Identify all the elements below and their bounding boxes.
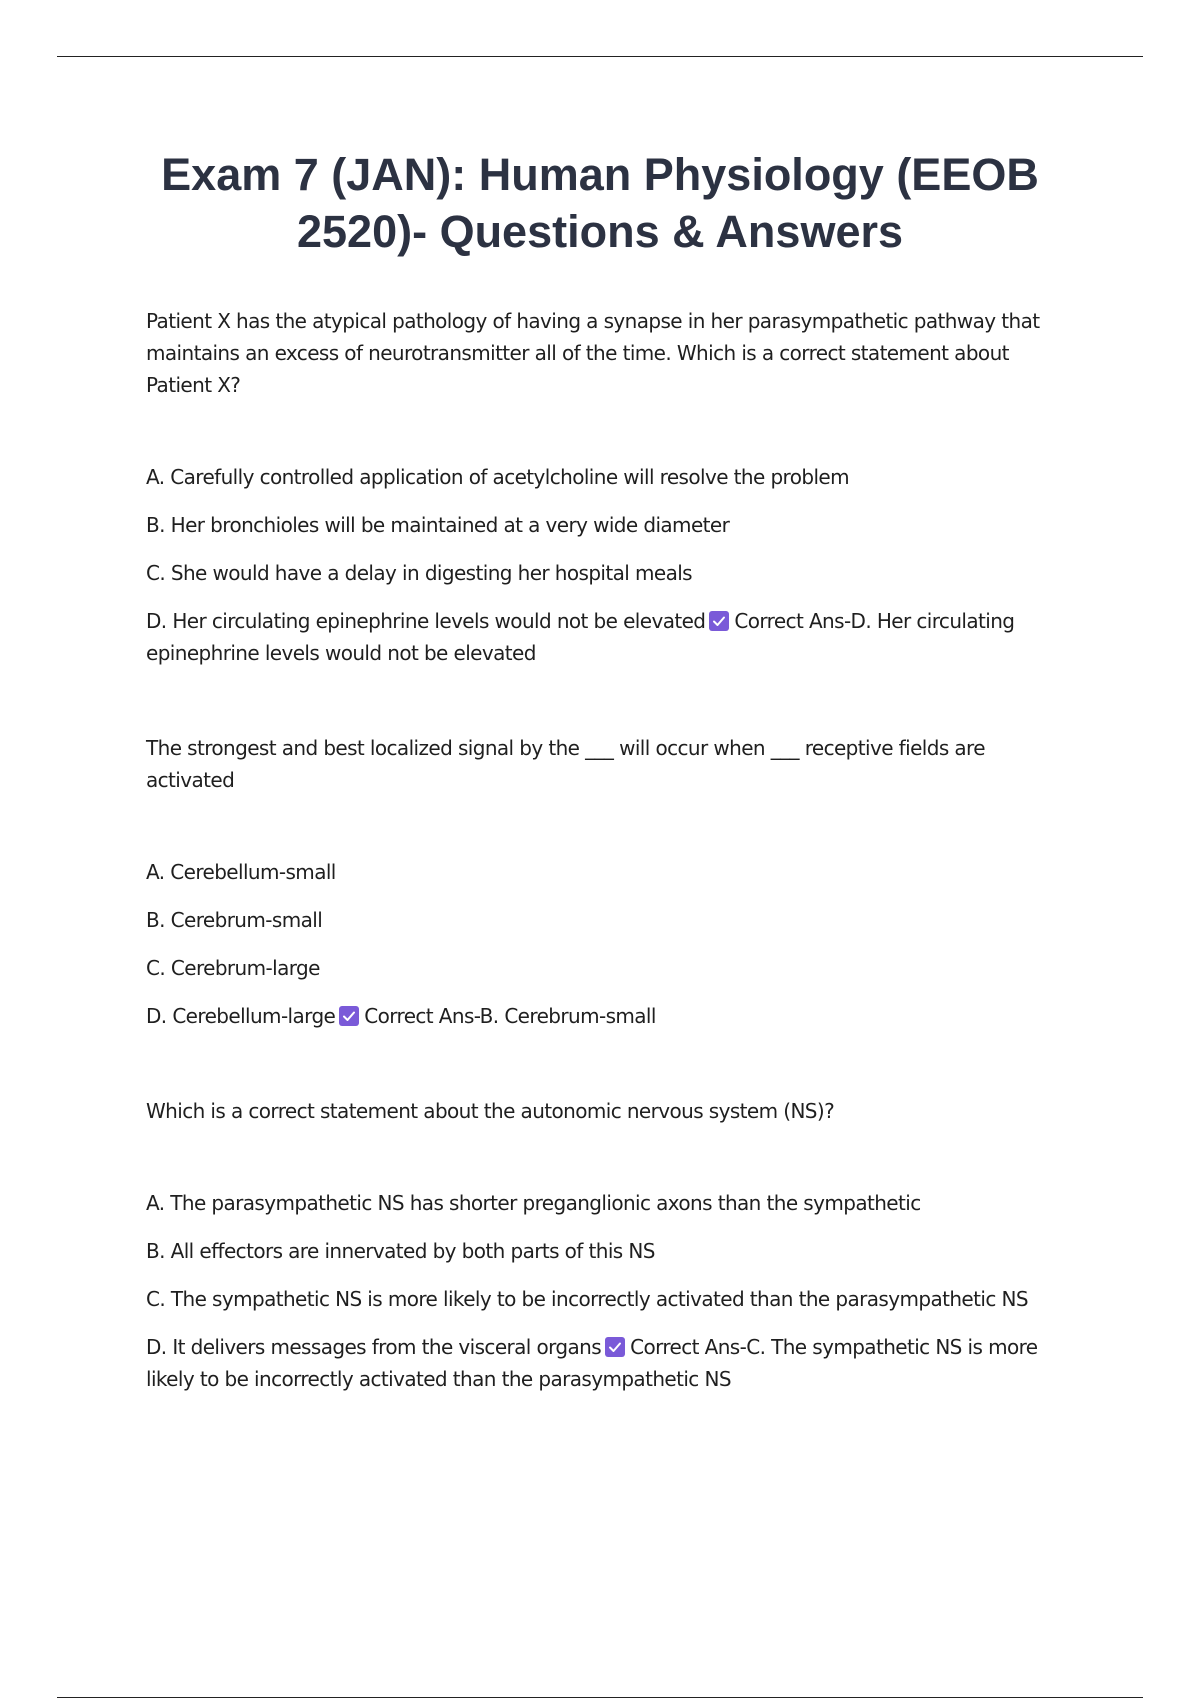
question-block-1: [146, 305, 1066, 669]
top-divider: [57, 56, 1143, 57]
option-c: C. Cerebrum-large: [146, 956, 320, 980]
option-b: B. All effectors are innervated by both parts of this NS: [146, 1239, 655, 1263]
option-a: A. Cerebellum-small: [146, 860, 336, 884]
option-c: C. She would have a delay in digesting her hospital meals: [146, 561, 693, 585]
options-list: [146, 461, 1066, 669]
option-b: B. Cerebrum-small: [146, 908, 323, 932]
correct-answer: Correct Ans-D. Her circulating epinephrine levels would not be elevated: [146, 609, 1015, 665]
option-d-text: D. Cerebellum-large: [146, 1004, 336, 1028]
question-block-2: [146, 732, 1066, 1032]
options-list: [146, 856, 1066, 1032]
option-b: B. Her bronchioles will be maintained at a very wide diameter: [146, 513, 730, 537]
check-box-icon: [605, 1337, 625, 1357]
option-d: [146, 1331, 1066, 1395]
check-box-icon: [339, 1006, 359, 1026]
bottom-divider: [57, 1697, 1143, 1698]
option-c: C. The sympathetic NS is more likely to be incorrectly activated than the parasympathetic NS: [146, 1287, 1028, 1311]
option-a: A. The parasympathetic NS has shorter preganglionic axons than the sympathetic: [146, 1191, 921, 1215]
option-d-text: D. Her circulating epinephrine levels would not be elevated: [146, 609, 706, 633]
correct-answer: Correct Ans-C. The sympathetic NS is more likely to be incorrectly activated than the parasympathetic NS: [146, 1335, 1038, 1391]
question-text: Which is a correct statement about the autonomic nervous system (NS)?: [146, 1099, 835, 1123]
option-d-text: D. It delivers messages from the visceral organs: [146, 1335, 602, 1359]
question-block-3: [146, 1095, 1066, 1395]
question-text: The strongest and best localized signal by the ___ will occur when ___ receptive fields are activated: [146, 736, 985, 792]
options-list: [146, 1187, 1066, 1395]
qa-content: [146, 305, 1066, 1395]
question-text: Patient X has the atypical pathology of having a synapse in her parasympathetic pathway that maintains an excess of neurotransmitter all of the time. Which is a correct statement about Patient X?: [146, 309, 1040, 397]
option-d: [146, 1000, 1066, 1032]
check-box-icon: [709, 611, 729, 631]
document-title: Exam 7 (JAN): Human Physiology (EEOB 2520)- Questions & Answers: [161, 149, 1039, 257]
option-d: [146, 605, 1066, 669]
option-a: A. Carefully controlled application of acetylcholine will resolve the problem: [146, 465, 849, 489]
correct-answer: Correct Ans-B. Cerebrum-small: [364, 1004, 656, 1028]
